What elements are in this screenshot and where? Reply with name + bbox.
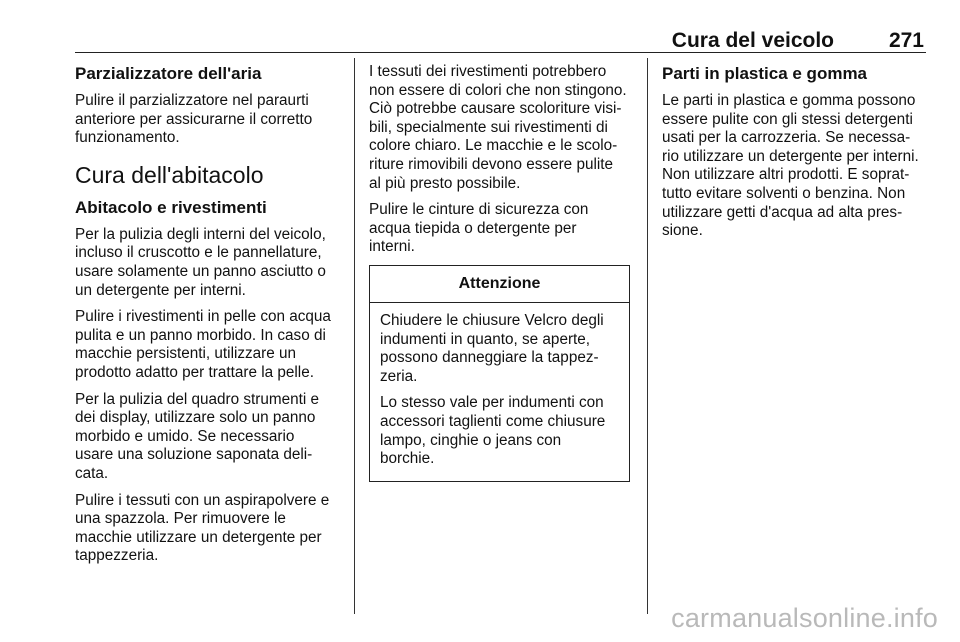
header-rule [75, 52, 926, 53]
column-divider-1 [354, 58, 355, 614]
page-number: 271 [888, 29, 924, 52]
watermark: carmanualsonline.info [671, 603, 938, 633]
warning-paragraph: Chiudere le chiusure Velcro degli indumenti in quanto, se aperte, possono danneggiare la tappez- zeria. [380, 311, 604, 385]
heading-partializer: Parzializzatore dell'aria [75, 64, 262, 83]
paragraph-partializer: Pulire il parzializzatore nel paraurti anteriore per assicurarne il corretto funzionamento. [75, 92, 313, 147]
column-divider-2 [647, 58, 648, 614]
column-right [662, 63, 927, 249]
paragraph: Pulire le cinture di sicurezza con acqua tiepida o detergente per interni. [369, 201, 589, 256]
paragraph: I tessuti dei rivestimenti potrebbero non essere di colori che non stingono. Ciò potrebbe causare scoloriture visi- bili, specialmente sui rivestimenti di colore chiaro. Le macchie e le scolo- riture rimovibili devono essere pulite al più presto possibile. [369, 63, 627, 192]
running-header-title: Cura del veicolo [671, 29, 834, 52]
paragraph: Pulire i tessuti con un aspirapolvere e una spazzola. Per rimuovere le macchie utilizzare un detergente per tappezzeria. [75, 491, 330, 565]
warning-body [370, 303, 629, 481]
paragraph: Per la pulizia del quadro strumenti e dei display, utilizzare solo un panno morbido e umido. Se necessario usare una soluzione saponata deli- cata. [75, 390, 320, 482]
subsection-title: Abitacolo e rivestimenti [75, 197, 267, 217]
warning-box [369, 265, 630, 482]
paragraph: Per la pulizia degli interni del veicolo, incluso il cruscotto e le pannellature, usare solamente un panno asciutto o un detergente per interni. [75, 225, 326, 299]
paragraph: Pulire i rivestimenti in pelle con acqua pulita e un panno morbido. In caso di macchie persistenti, utilizzare un prodotto adatto per trattare la pelle. [75, 308, 331, 381]
column-left [75, 63, 343, 574]
section-title: Cura dell'abitacolo [75, 161, 264, 188]
heading-plastic-rubber: Parti in plastica e gomma [662, 64, 868, 83]
paragraph: Le parti in plastica e gomma possono essere pulite con gli stessi detergenti usati per la carrozzeria. Se necessa- rio utilizzare un detergente per interni. Non utilizzare altri prodotti. E soprat- tutto evitare solventi o benzina. Non utilizzare getti d'acqua ad alta pres- sione. [662, 92, 919, 240]
column-middle [369, 63, 633, 482]
warning-paragraph: Lo stesso vale per indumenti con accessori taglienti come chiusure lampo, cinghie o jeans con borchie. [380, 394, 606, 468]
warning-title: Attenzione [370, 266, 629, 303]
